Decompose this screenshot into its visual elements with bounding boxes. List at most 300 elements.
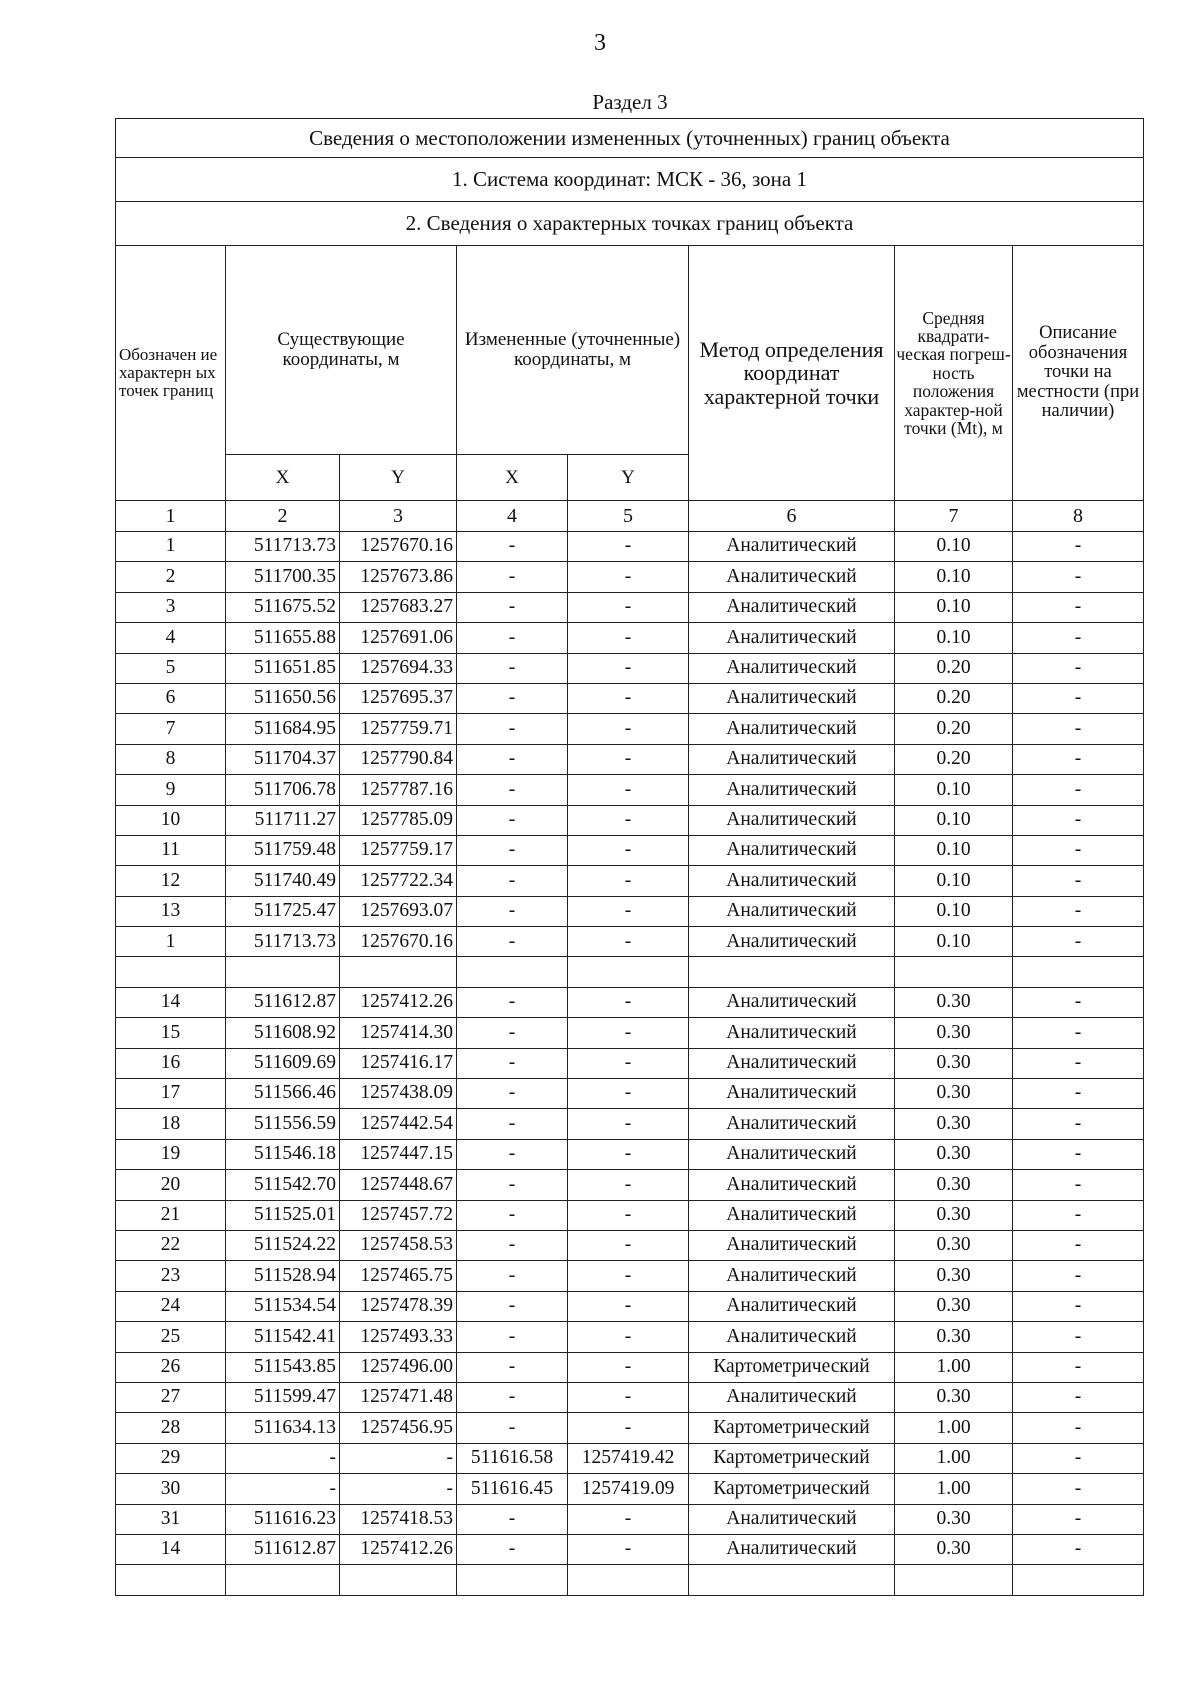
cell-point-id: 16	[116, 1048, 226, 1078]
cell-point-id: 10	[116, 805, 226, 835]
table-row	[116, 805, 1144, 835]
table-row	[116, 835, 1144, 865]
cell-changed-y: -	[568, 592, 689, 622]
table-row	[116, 1230, 1144, 1260]
cell-existing-x: 511528.94	[226, 1261, 340, 1291]
cell-changed-y: -	[568, 1018, 689, 1048]
cell-existing-y: 1257418.53	[340, 1504, 457, 1534]
cell-existing-y: 1257785.09	[340, 805, 457, 835]
cell-description: -	[1013, 1079, 1144, 1109]
cell-point-id: 30	[116, 1474, 226, 1504]
table-row	[116, 1474, 1144, 1504]
cell-point-id: 9	[116, 775, 226, 805]
cell-method: Аналитический	[689, 1109, 895, 1139]
cell-mean-error: 0.10	[895, 927, 1013, 957]
table-row	[116, 562, 1144, 592]
table-row	[116, 683, 1144, 713]
cell-point-id: 8	[116, 744, 226, 774]
cell-method: Аналитический	[689, 1200, 895, 1230]
cell-description: -	[1013, 1382, 1144, 1412]
cell-mean-error: 0.30	[895, 1018, 1013, 1048]
table-row	[116, 532, 1144, 562]
coordinate-system: 1. Система координат: МСК - 36, зона 1	[116, 158, 1144, 202]
cell-mean-error: 0.10	[895, 835, 1013, 865]
cell-method: Аналитический	[689, 1018, 895, 1048]
cell-changed-x: -	[457, 775, 568, 805]
cell-changed-y: -	[568, 1322, 689, 1352]
cell-existing-y: 1257493.33	[340, 1322, 457, 1352]
cell-method: Картометрический	[689, 1413, 895, 1443]
column-number: 3	[340, 501, 457, 532]
cell-mean-error: 0.20	[895, 683, 1013, 713]
cell-existing-x: 511704.37	[226, 744, 340, 774]
cell-existing-x: -	[226, 1443, 340, 1473]
cell-changed-y: -	[568, 714, 689, 744]
cell-existing-y: 1257694.33	[340, 653, 457, 683]
cell-method: Аналитический	[689, 532, 895, 562]
cell-changed-y: -	[568, 1139, 689, 1169]
cell-changed-x: -	[457, 1079, 568, 1109]
cell-changed-x: -	[457, 805, 568, 835]
cell-changed-x: -	[457, 1382, 568, 1412]
cell-point-id: 22	[116, 1230, 226, 1260]
cell-mean-error: 0.10	[895, 896, 1013, 926]
cell-existing-y: 1257787.16	[340, 775, 457, 805]
cell-point-id: 1	[116, 927, 226, 957]
cell-existing-y: 1257790.84	[340, 744, 457, 774]
cell-point-id: 12	[116, 866, 226, 896]
table-row	[116, 1170, 1144, 1200]
cell-existing-y: 1257457.72	[340, 1200, 457, 1230]
cell-description: -	[1013, 623, 1144, 653]
cell-changed-x: -	[457, 623, 568, 653]
cell-existing-x: 511524.22	[226, 1230, 340, 1260]
cell-method: Аналитический	[689, 1139, 895, 1169]
cell-existing-x: 511713.73	[226, 532, 340, 562]
cell-changed-y: -	[568, 683, 689, 713]
cell-changed-y: -	[568, 927, 689, 957]
cell-point-id: 28	[116, 1413, 226, 1443]
cell-description: -	[1013, 1018, 1144, 1048]
cell-existing-x: 511684.95	[226, 714, 340, 744]
cell-existing-x: 511612.87	[226, 1534, 340, 1564]
cell-point-id: 19	[116, 1139, 226, 1169]
cell-existing-y: 1257471.48	[340, 1382, 457, 1412]
cell-point-id: 7	[116, 714, 226, 744]
cell-mean-error	[895, 1565, 1013, 1595]
cell-description: -	[1013, 866, 1144, 896]
cell-method: Аналитический	[689, 775, 895, 805]
cell-existing-y: 1257759.71	[340, 714, 457, 744]
cell-existing-x: 511725.47	[226, 896, 340, 926]
cell-point-id	[116, 1565, 226, 1595]
cell-existing-x	[226, 957, 340, 987]
table-row	[116, 1079, 1144, 1109]
cell-existing-x: 511634.13	[226, 1413, 340, 1443]
table-row	[116, 1291, 1144, 1321]
cell-existing-y	[340, 957, 457, 987]
cell-description: -	[1013, 927, 1144, 957]
table-row	[116, 1200, 1144, 1230]
cell-point-id	[116, 957, 226, 987]
cell-point-id: 13	[116, 896, 226, 926]
cell-existing-y: 1257412.26	[340, 1534, 457, 1564]
cell-description: -	[1013, 1413, 1144, 1443]
column-number: 8	[1013, 501, 1144, 532]
cell-point-id: 25	[116, 1322, 226, 1352]
cell-description: -	[1013, 1352, 1144, 1382]
cell-existing-x: 511608.92	[226, 1018, 340, 1048]
cell-existing-y: -	[340, 1474, 457, 1504]
cell-description: -	[1013, 1504, 1144, 1534]
cell-changed-y: -	[568, 835, 689, 865]
cell-existing-y	[340, 1565, 457, 1595]
cell-changed-x: -	[457, 714, 568, 744]
cell-changed-y: -	[568, 1413, 689, 1443]
cell-changed-y	[568, 957, 689, 987]
cell-changed-x: -	[457, 1322, 568, 1352]
cell-changed-y: -	[568, 896, 689, 926]
cell-changed-x: -	[457, 1534, 568, 1564]
cell-point-id: 15	[116, 1018, 226, 1048]
table-row	[116, 775, 1144, 805]
cell-changed-x: -	[457, 1504, 568, 1534]
cell-mean-error: 0.10	[895, 623, 1013, 653]
cell-point-id: 14	[116, 1534, 226, 1564]
cell-method: Аналитический	[689, 1322, 895, 1352]
cell-mean-error: 0.30	[895, 1048, 1013, 1078]
cell-method: Картометрический	[689, 1443, 895, 1473]
cell-changed-x: -	[457, 927, 568, 957]
cell-changed-y: -	[568, 1230, 689, 1260]
table-row	[116, 592, 1144, 622]
column-number: 7	[895, 501, 1013, 532]
table-row	[116, 714, 1144, 744]
cell-changed-y: -	[568, 1534, 689, 1564]
cell-existing-y: 1257722.34	[340, 866, 457, 896]
table-row	[116, 1534, 1144, 1564]
cell-existing-x: 511542.41	[226, 1322, 340, 1352]
cell-mean-error: 0.30	[895, 1079, 1013, 1109]
cell-mean-error: 0.20	[895, 653, 1013, 683]
cell-existing-x: 511706.78	[226, 775, 340, 805]
table-row	[116, 1352, 1144, 1382]
cell-changed-x: -	[457, 532, 568, 562]
cell-point-id: 20	[116, 1170, 226, 1200]
cell-method: Картометрический	[689, 1474, 895, 1504]
cell-existing-y: 1257438.09	[340, 1079, 457, 1109]
table-row	[116, 1261, 1144, 1291]
cell-point-id: 1	[116, 532, 226, 562]
cell-point-id: 31	[116, 1504, 226, 1534]
table-row	[116, 1443, 1144, 1473]
cell-point-id: 17	[116, 1079, 226, 1109]
cell-method: Аналитический	[689, 1261, 895, 1291]
cell-existing-x	[226, 1565, 340, 1595]
cell-existing-x: 511599.47	[226, 1382, 340, 1412]
cell-description: -	[1013, 1200, 1144, 1230]
table-title: Сведения о местоположении измененных (уточненных) границ объекта	[116, 119, 1144, 158]
cell-changed-x: -	[457, 1018, 568, 1048]
cell-existing-y: 1257414.30	[340, 1018, 457, 1048]
cell-existing-x: -	[226, 1474, 340, 1504]
cell-existing-y: 1257673.86	[340, 562, 457, 592]
cell-method	[689, 957, 895, 987]
cell-method: Аналитический	[689, 714, 895, 744]
header-existing-coords: Существующие координаты, м	[226, 246, 457, 455]
cell-mean-error: 0.10	[895, 562, 1013, 592]
cell-method: Аналитический	[689, 896, 895, 926]
cell-changed-x: -	[457, 653, 568, 683]
cell-method: Аналитический	[689, 1382, 895, 1412]
cell-changed-x: -	[457, 562, 568, 592]
cell-method: Аналитический	[689, 987, 895, 1017]
table-row	[116, 1565, 1144, 1595]
cell-changed-y: -	[568, 1291, 689, 1321]
cell-changed-y: -	[568, 805, 689, 835]
table-row	[116, 1139, 1144, 1169]
cell-changed-x: -	[457, 592, 568, 622]
cell-description	[1013, 957, 1144, 987]
cell-existing-y: 1257412.26	[340, 987, 457, 1017]
cell-point-id: 18	[116, 1109, 226, 1139]
cell-existing-y: -	[340, 1443, 457, 1473]
cell-mean-error: 0.30	[895, 1261, 1013, 1291]
cell-mean-error: 0.30	[895, 1200, 1013, 1230]
cell-existing-x: 511543.85	[226, 1352, 340, 1382]
cell-existing-x: 511713.73	[226, 927, 340, 957]
table-row	[116, 1382, 1144, 1412]
cell-description: -	[1013, 1534, 1144, 1564]
cell-method: Аналитический	[689, 592, 895, 622]
cell-changed-y: -	[568, 532, 689, 562]
header-method: Метод определения координат характерной точки	[689, 246, 895, 501]
cell-mean-error: 0.10	[895, 592, 1013, 622]
cell-method: Аналитический	[689, 683, 895, 713]
cell-changed-y: -	[568, 653, 689, 683]
cell-method: Аналитический	[689, 835, 895, 865]
cell-changed-y: 1257419.42	[568, 1443, 689, 1473]
cell-mean-error	[895, 957, 1013, 987]
table-row	[116, 927, 1144, 957]
table-row	[116, 1018, 1144, 1048]
cell-point-id: 14	[116, 987, 226, 1017]
cell-changed-x: 511616.45	[457, 1474, 568, 1504]
cell-method: Аналитический	[689, 623, 895, 653]
cell-changed-x: -	[457, 683, 568, 713]
cell-existing-y: 1257670.16	[340, 927, 457, 957]
cell-description: -	[1013, 1109, 1144, 1139]
cell-description: -	[1013, 1474, 1144, 1504]
cell-mean-error: 0.20	[895, 744, 1013, 774]
cell-changed-y: -	[568, 987, 689, 1017]
cell-changed-x: -	[457, 1139, 568, 1169]
cell-description: -	[1013, 562, 1144, 592]
cell-method: Аналитический	[689, 1048, 895, 1078]
header-description: Описание обозначения точки на местности (при наличии)	[1013, 246, 1144, 501]
cell-method: Аналитический	[689, 1230, 895, 1260]
points-heading: 2. Сведения о характерных точках границ объекта	[116, 202, 1144, 246]
cell-method: Аналитический	[689, 744, 895, 774]
cell-existing-x: 511655.88	[226, 623, 340, 653]
cell-changed-x: -	[457, 1352, 568, 1382]
header-existing-x: X	[226, 455, 340, 501]
cell-existing-y: 1257670.16	[340, 532, 457, 562]
cell-changed-y: -	[568, 1170, 689, 1200]
cell-description: -	[1013, 1230, 1144, 1260]
cell-mean-error: 0.30	[895, 1109, 1013, 1139]
column-number: 5	[568, 501, 689, 532]
cell-existing-x: 511700.35	[226, 562, 340, 592]
cell-mean-error: 0.30	[895, 1170, 1013, 1200]
header-point-designation: Обозначен ие характерн ых точек границ	[116, 246, 226, 501]
cell-existing-x: 511651.85	[226, 653, 340, 683]
cell-existing-y: 1257448.67	[340, 1170, 457, 1200]
cell-changed-x: -	[457, 1048, 568, 1078]
cell-changed-y: -	[568, 775, 689, 805]
cell-point-id: 2	[116, 562, 226, 592]
cell-point-id: 24	[116, 1291, 226, 1321]
cell-point-id: 23	[116, 1261, 226, 1291]
cell-mean-error: 0.30	[895, 1291, 1013, 1321]
cell-existing-x: 511650.56	[226, 683, 340, 713]
header-changed-coords: Измененные (уточненные) координаты, м	[457, 246, 689, 455]
cell-changed-x: -	[457, 1230, 568, 1260]
cell-changed-x: -	[457, 1413, 568, 1443]
cell-existing-y: 1257693.07	[340, 896, 457, 926]
cell-changed-y: -	[568, 1200, 689, 1230]
cell-changed-x: -	[457, 896, 568, 926]
cell-existing-y: 1257759.17	[340, 835, 457, 865]
cell-mean-error: 0.10	[895, 866, 1013, 896]
cell-changed-y: -	[568, 623, 689, 653]
cell-method: Аналитический	[689, 1079, 895, 1109]
cell-method: Картометрический	[689, 1352, 895, 1382]
cell-description: -	[1013, 1170, 1144, 1200]
cell-description	[1013, 1565, 1144, 1595]
cell-changed-x	[457, 1565, 568, 1595]
cell-mean-error: 0.20	[895, 714, 1013, 744]
cell-method: Аналитический	[689, 866, 895, 896]
cell-method: Аналитический	[689, 1504, 895, 1534]
cell-method: Аналитический	[689, 927, 895, 957]
cell-changed-x	[457, 957, 568, 987]
table-row	[116, 1504, 1144, 1534]
column-number: 4	[457, 501, 568, 532]
cell-existing-y: 1257416.17	[340, 1048, 457, 1078]
table-row	[116, 744, 1144, 774]
table-row	[116, 957, 1144, 987]
cell-method: Аналитический	[689, 1291, 895, 1321]
cell-method	[689, 1565, 895, 1595]
cell-existing-x: 511759.48	[226, 835, 340, 865]
cell-point-id: 27	[116, 1382, 226, 1412]
cell-mean-error: 0.30	[895, 1139, 1013, 1169]
table-row	[116, 1413, 1144, 1443]
cell-point-id: 26	[116, 1352, 226, 1382]
section-title: Раздел 3	[592, 90, 668, 114]
cell-mean-error: 1.00	[895, 1413, 1013, 1443]
cell-existing-x: 511740.49	[226, 866, 340, 896]
cell-changed-y: -	[568, 744, 689, 774]
cell-mean-error: 0.30	[895, 1534, 1013, 1564]
cell-mean-error: 0.30	[895, 987, 1013, 1017]
cell-changed-x: -	[457, 987, 568, 1017]
cell-existing-x: 511525.01	[226, 1200, 340, 1230]
cell-mean-error: 0.30	[895, 1230, 1013, 1260]
cell-changed-x: -	[457, 1109, 568, 1139]
column-number-row	[116, 501, 1144, 532]
cell-mean-error: 1.00	[895, 1474, 1013, 1504]
cell-method: Аналитический	[689, 562, 895, 592]
table-row	[116, 896, 1144, 926]
cell-changed-x: -	[457, 1200, 568, 1230]
cell-changed-y: -	[568, 1382, 689, 1412]
cell-existing-x: 511546.18	[226, 1139, 340, 1169]
cell-description: -	[1013, 1322, 1144, 1352]
cell-description: -	[1013, 1443, 1144, 1473]
table-row	[116, 653, 1144, 683]
cell-description: -	[1013, 653, 1144, 683]
cell-existing-x: 511675.52	[226, 592, 340, 622]
cell-point-id: 11	[116, 835, 226, 865]
column-number: 6	[689, 501, 895, 532]
cell-method: Аналитический	[689, 1170, 895, 1200]
coordinates-table	[115, 118, 1144, 1596]
table-row	[116, 1322, 1144, 1352]
cell-changed-y: -	[568, 1109, 689, 1139]
cell-point-id: 29	[116, 1443, 226, 1473]
header-mean-error: Средняя квадрати-ческая погреш-ность положения характер-ной точки (Mt), м	[895, 246, 1013, 501]
cell-existing-x: 511556.59	[226, 1109, 340, 1139]
cell-changed-x: -	[457, 1170, 568, 1200]
cell-existing-y: 1257478.39	[340, 1291, 457, 1321]
cell-description: -	[1013, 775, 1144, 805]
cell-mean-error: 1.00	[895, 1352, 1013, 1382]
cell-description: -	[1013, 744, 1144, 774]
cell-existing-y: 1257496.00	[340, 1352, 457, 1382]
cell-mean-error: 0.10	[895, 775, 1013, 805]
cell-description: -	[1013, 532, 1144, 562]
header-changed-y: Y	[568, 455, 689, 501]
cell-changed-y: -	[568, 866, 689, 896]
cell-mean-error: 0.10	[895, 532, 1013, 562]
table-row	[116, 866, 1144, 896]
cell-existing-y: 1257447.15	[340, 1139, 457, 1169]
cell-point-id: 3	[116, 592, 226, 622]
page-number: 3	[594, 30, 606, 56]
column-number: 2	[226, 501, 340, 532]
cell-method: Аналитический	[689, 805, 895, 835]
cell-description: -	[1013, 835, 1144, 865]
cell-description: -	[1013, 1139, 1144, 1169]
cell-changed-x: -	[457, 1261, 568, 1291]
table-row	[116, 623, 1144, 653]
table-row	[116, 987, 1144, 1017]
cell-existing-x: 511612.87	[226, 987, 340, 1017]
cell-changed-x: -	[457, 744, 568, 774]
cell-existing-y: 1257683.27	[340, 592, 457, 622]
cell-existing-x: 511566.46	[226, 1079, 340, 1109]
cell-point-id: 5	[116, 653, 226, 683]
cell-description: -	[1013, 683, 1144, 713]
cell-existing-y: 1257465.75	[340, 1261, 457, 1291]
cell-mean-error: 0.30	[895, 1504, 1013, 1534]
cell-existing-x: 511534.54	[226, 1291, 340, 1321]
cell-point-id: 6	[116, 683, 226, 713]
cell-existing-x: 511609.69	[226, 1048, 340, 1078]
cell-existing-y: 1257456.95	[340, 1413, 457, 1443]
